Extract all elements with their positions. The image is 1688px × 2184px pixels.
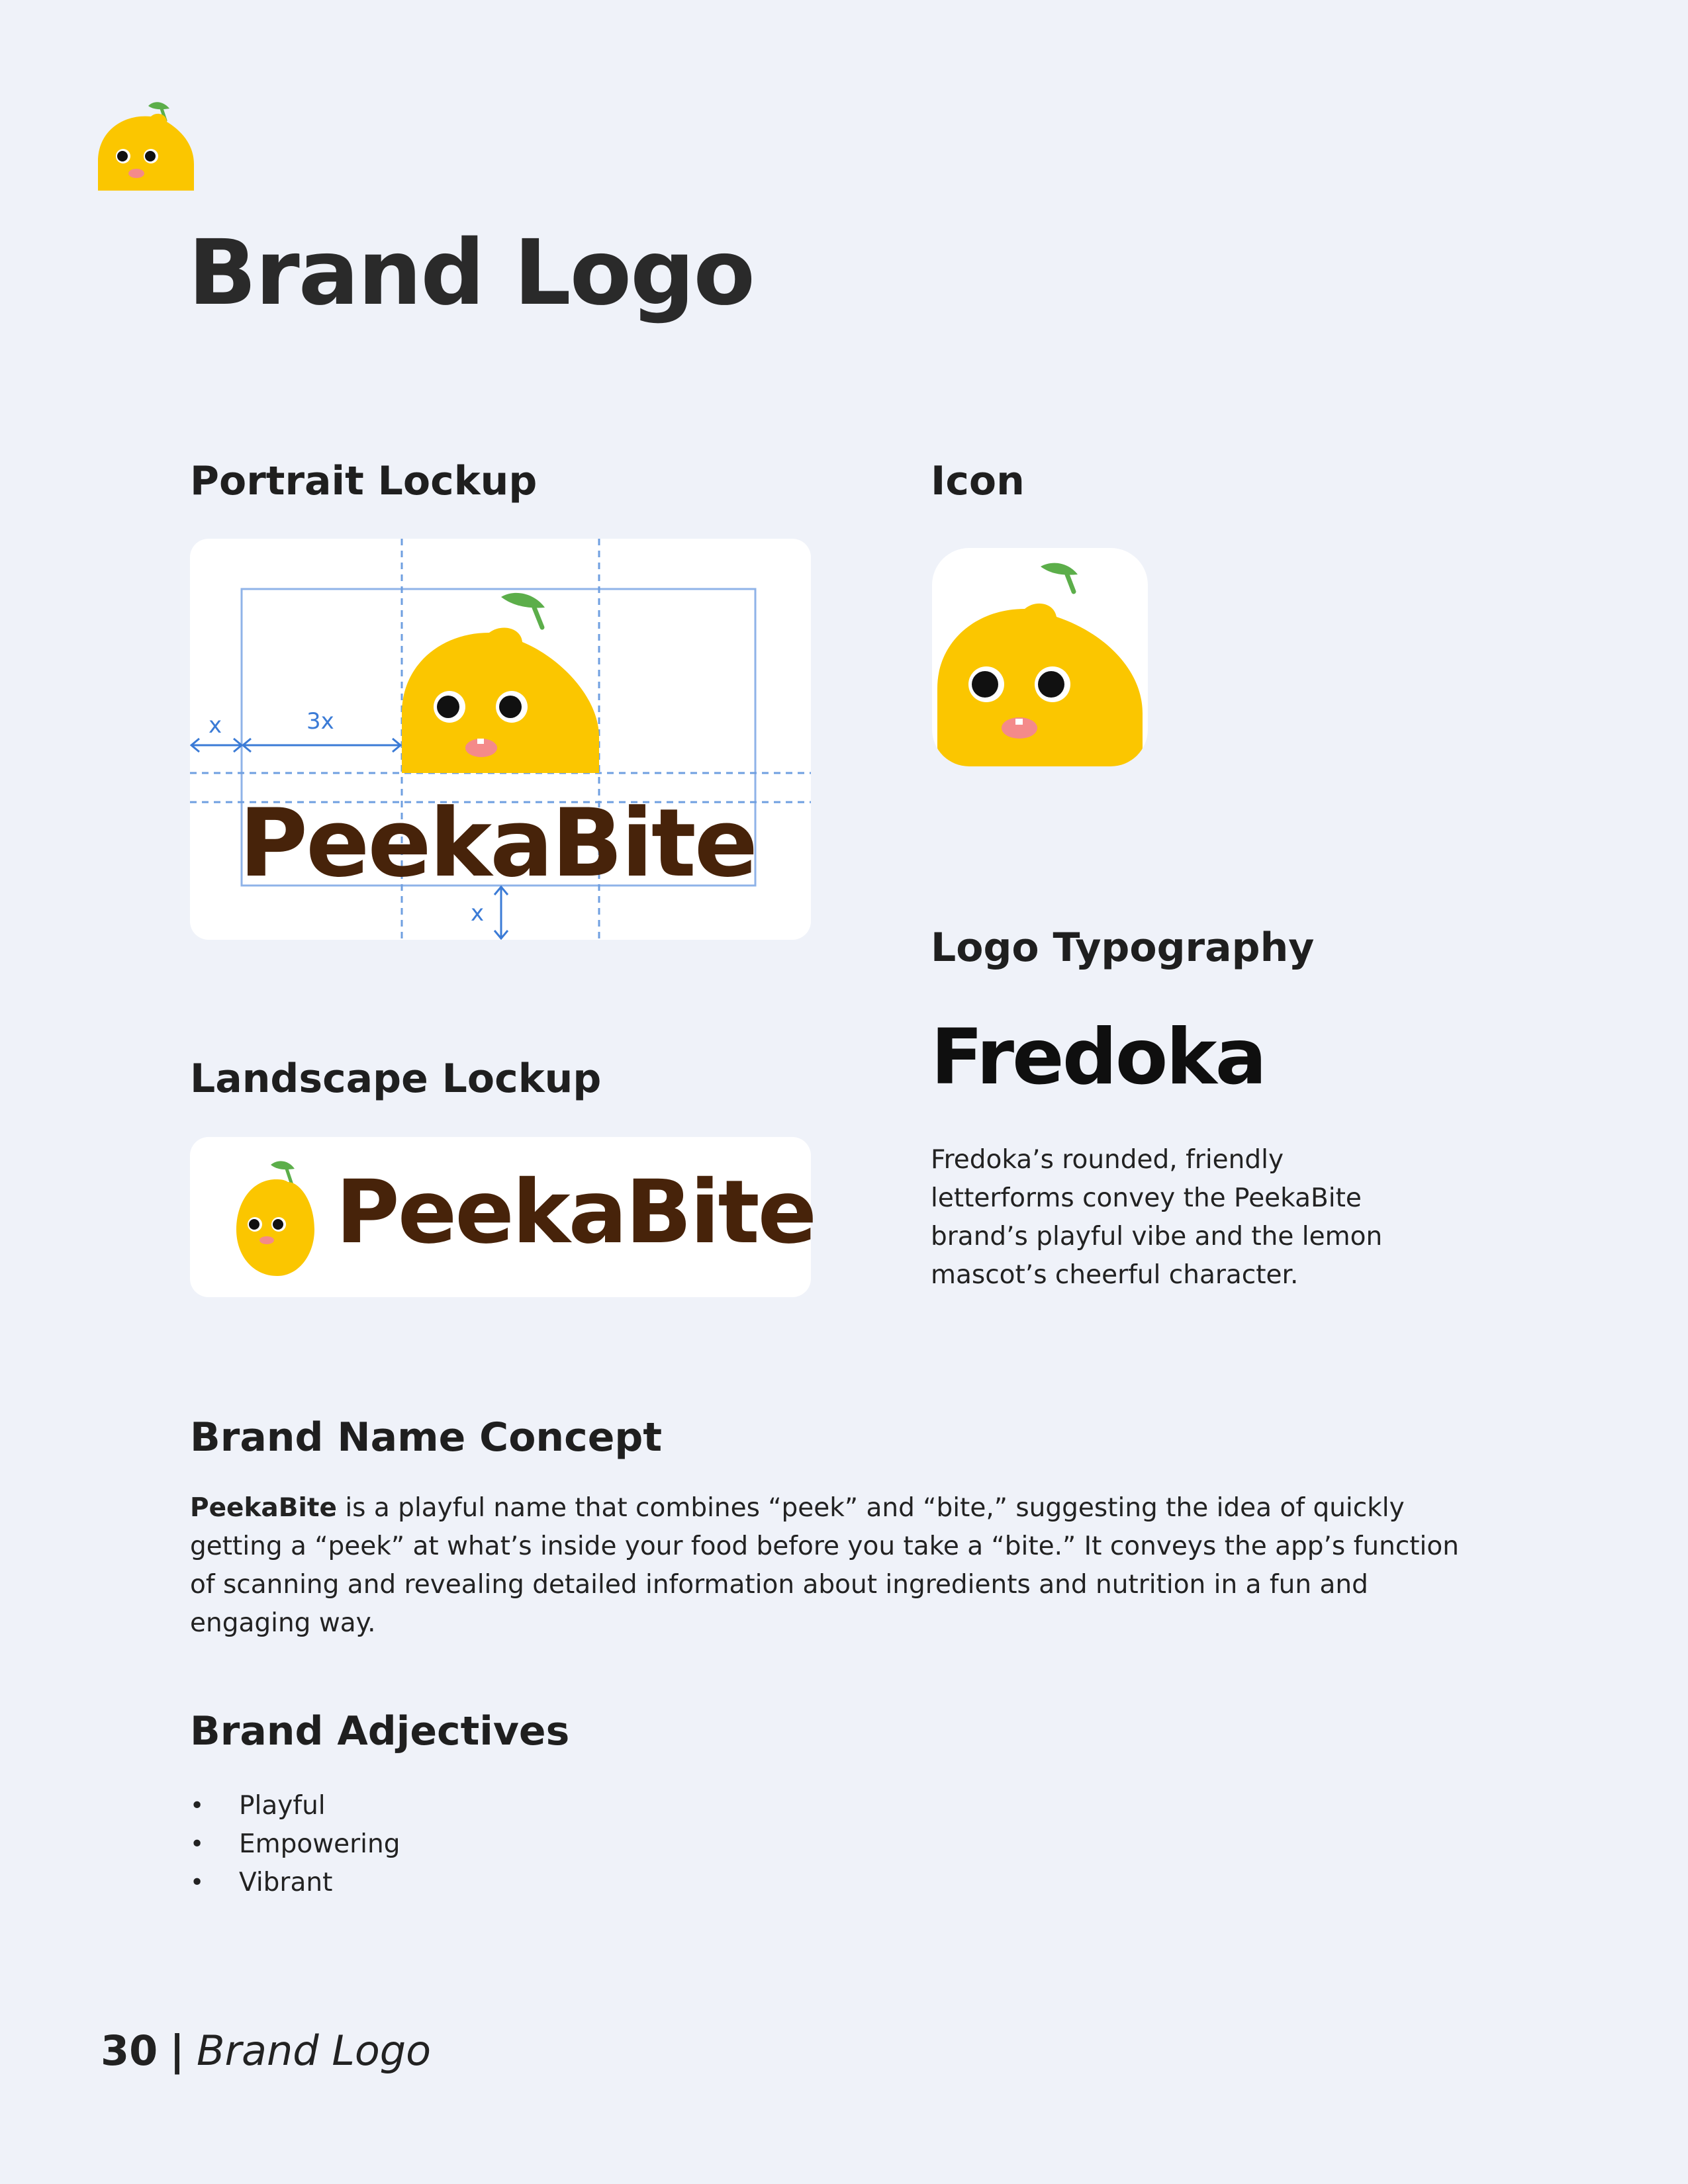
lemon-mascot-logo [98,98,194,191]
brand-name-bold: PeekaBite [190,1493,337,1523]
mascot-mouth [128,169,144,178]
portrait-wordmark: PeekaBite [239,789,757,898]
landscape-lockup-heading: Landscape Lockup [190,1056,602,1102]
app-icon [932,548,1148,766]
logo-typography-heading: Logo Typography [931,925,1315,971]
mascot-leaf-icon [148,102,169,109]
measure-3x-label: 3x [306,708,334,735]
list-item: • Vibrant [190,1864,400,1902]
footer-separator: | [169,2026,185,2075]
brand-adjectives-heading: Brand Adjectives [190,1708,570,1754]
portrait-lockup-heading: Portrait Lockup [190,458,538,504]
footer-section-label: Brand Logo [196,2026,432,2075]
list-item: • Playful [190,1787,400,1825]
font-sample: Fredoka [931,1013,1265,1102]
brand-name-concept-heading: Brand Name Concept [190,1414,663,1461]
page-number: 30 [101,2026,158,2075]
landscape-mascot [232,1156,318,1276]
portrait-lockup-card [190,539,811,940]
brand-name-concept-text: is a playful name that combines “peek” and “bite,” suggesting the idea of quickly getting a “peek” at what’s inside your food before you take a “bite.” It conveys the app’s function of scanning and revealing detailed information about ingredients and nutrition in a fun and engaging way. [190,1493,1459,1638]
landscape-wordmark: PeekaBite [336,1161,816,1263]
landscape-lockup-card [190,1137,816,1297]
measure-x-bottom-label: x [471,900,485,927]
brand-name-concept-paragraph [190,1489,1461,1643]
list-item: • Empowering [190,1825,400,1864]
measure-x-left-label: x [209,712,222,739]
page-title: Brand Logo [188,221,754,326]
brand-adjectives-list [190,1787,400,1902]
icon-heading: Icon [931,458,1025,504]
app-icon-mascot [932,548,1148,766]
portrait-mascot [402,593,599,773]
page-footer [101,2026,432,2075]
typography-description: Fredoka’s rounded, friendly letterforms convey the PeekaBite brand’s playful vibe and the lemon mascot’s cheerful character. [931,1145,1383,1290]
